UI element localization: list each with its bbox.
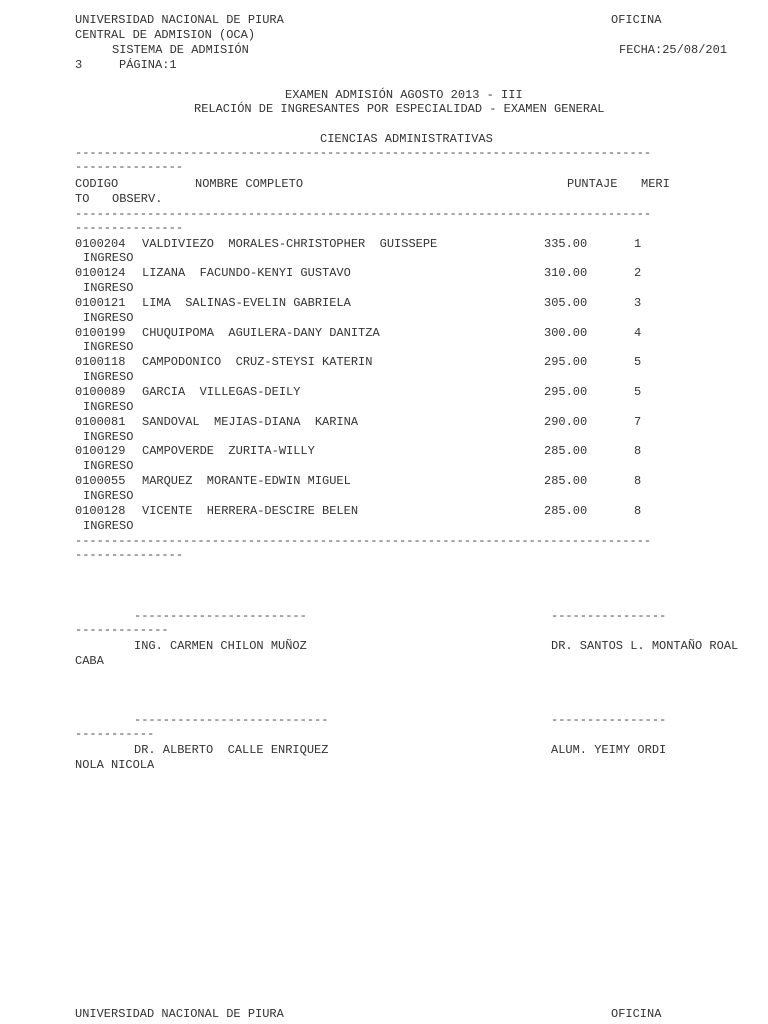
page-number: PÁGINA:1: [119, 58, 177, 72]
row-observation: INGRESO: [83, 519, 134, 533]
signature-line-left: ------------------------: [134, 609, 307, 623]
row-score: 310.00: [544, 266, 588, 280]
row-observation: INGRESO: [83, 340, 134, 354]
row-merit: 8: [634, 444, 642, 458]
row-observation: INGRESO: [83, 311, 134, 325]
row-score: 295.00: [544, 385, 588, 399]
rule-top-wrap: ---------------: [75, 160, 184, 174]
row-score: 290.00: [544, 415, 588, 429]
office-label: OFICINA: [611, 13, 662, 27]
col-name: NOMBRE COMPLETO: [195, 177, 304, 191]
row-score: 285.00: [544, 444, 588, 458]
row-observation: INGRESO: [83, 281, 134, 295]
row-name: VICENTE HERRERA-DESCIRE BELEN: [142, 504, 359, 518]
row-observation: INGRESO: [83, 370, 134, 384]
row-score: 335.00: [544, 237, 588, 251]
signatory-name: ALUM. YEIMY ORDI: [551, 743, 667, 757]
row-observation: INGRESO: [83, 430, 134, 444]
row-merit: 1: [634, 237, 642, 251]
row-code: 0100199: [75, 326, 126, 340]
col-merit-wrap: TO: [75, 192, 90, 206]
rule-bottom-wrap: ---------------: [75, 548, 184, 562]
row-observation: INGRESO: [83, 489, 134, 503]
row-name: LIMA SALINAS-EVELIN GABRIELA: [142, 296, 351, 310]
row-code: 0100055: [75, 474, 126, 488]
report-date: FECHA:25/08/201: [619, 43, 728, 57]
row-code: 0100121: [75, 296, 126, 310]
row-name: GARCIA VILLEGAS-DEILY: [142, 385, 301, 399]
row-name: SANDOVAL MEJIAS-DIANA KARINA: [142, 415, 359, 429]
row-observation: INGRESO: [83, 459, 134, 473]
row-merit: 3: [634, 296, 642, 310]
signatory-name: DR. SANTOS L. MONTAÑO ROAL: [551, 639, 739, 653]
col-merit: MERI: [641, 177, 670, 191]
row-code: 0100081: [75, 415, 126, 429]
footer-university-name: UNIVERSIDAD NACIONAL DE PIURA: [75, 1007, 284, 1021]
row-code: 0100118: [75, 355, 126, 369]
signatory-name-wrap: NOLA NICOLA: [75, 758, 155, 772]
col-code: CODIGO: [75, 177, 119, 191]
row-merit: 4: [634, 326, 642, 340]
col-score: PUNTAJE: [567, 177, 618, 191]
system-name: SISTEMA DE ADMISIÓN: [112, 43, 249, 57]
col-observation: OBSERV.: [112, 192, 163, 206]
row-merit: 5: [634, 355, 642, 369]
row-code: 0100128: [75, 504, 126, 518]
row-merit: 2: [634, 266, 642, 280]
row-code: 0100089: [75, 385, 126, 399]
signatory-name: DR. ALBERTO CALLE ENRIQUEZ: [134, 743, 329, 757]
row-score: 300.00: [544, 326, 588, 340]
signature-line-right: ----------------: [551, 713, 667, 727]
row-score: 305.00: [544, 296, 588, 310]
row-score: 295.00: [544, 355, 588, 369]
report-date-wrap: 3: [75, 58, 83, 72]
row-name: CHUQUIPOMA AGUILERA-DANY DANITZA: [142, 326, 380, 340]
report-subtitle: RELACIÓN DE INGRESANTES POR ESPECIALIDAD - EXAMEN GENERAL: [194, 102, 605, 116]
exam-title: EXAMEN ADMISIÓN AGOSTO 2013 - III: [285, 88, 523, 102]
signatory-name: ING. CARMEN CHILON MUÑOZ: [134, 639, 307, 653]
rule-bottom: --------------------------------------------------------------------------------: [75, 534, 652, 548]
row-name: LIZANA FACUNDO-KENYI GUSTAVO: [142, 266, 351, 280]
row-merit: 5: [634, 385, 642, 399]
signatory-name-wrap: CABA: [75, 654, 104, 668]
row-code: 0100204: [75, 237, 126, 251]
row-name: CAMPOVERDE ZURITA-WILLY: [142, 444, 315, 458]
row-code: 0100124: [75, 266, 126, 280]
row-code: 0100129: [75, 444, 126, 458]
signature-line-right: ----------------: [551, 609, 667, 623]
signature-line-left: ---------------------------: [134, 713, 329, 727]
signature-line-wrap: -------------: [75, 623, 169, 637]
specialty-title: CIENCIAS ADMINISTRATIVAS: [320, 132, 493, 146]
row-name: MARQUEZ MORANTE-EDWIN MIGUEL: [142, 474, 351, 488]
central-admision: CENTRAL DE ADMISION (OCA): [75, 28, 256, 42]
row-score: 285.00: [544, 504, 588, 518]
rule-top: --------------------------------------------------------------------------------: [75, 146, 652, 160]
university-name: UNIVERSIDAD NACIONAL DE PIURA: [75, 13, 284, 27]
signature-line-wrap: -----------: [75, 727, 155, 741]
row-name: VALDIVIEZO MORALES-CHRISTOPHER GUISSEPE: [142, 237, 438, 251]
rule-header: --------------------------------------------------------------------------------: [75, 207, 652, 221]
row-name: CAMPODONICO CRUZ-STEYSI KATERIN: [142, 355, 373, 369]
row-observation: INGRESO: [83, 400, 134, 414]
footer-office-label: OFICINA: [611, 1007, 662, 1021]
row-score: 285.00: [544, 474, 588, 488]
row-merit: 7: [634, 415, 642, 429]
row-observation: INGRESO: [83, 251, 134, 265]
row-merit: 8: [634, 504, 642, 518]
rule-header-wrap: ---------------: [75, 221, 184, 235]
row-merit: 8: [634, 474, 642, 488]
